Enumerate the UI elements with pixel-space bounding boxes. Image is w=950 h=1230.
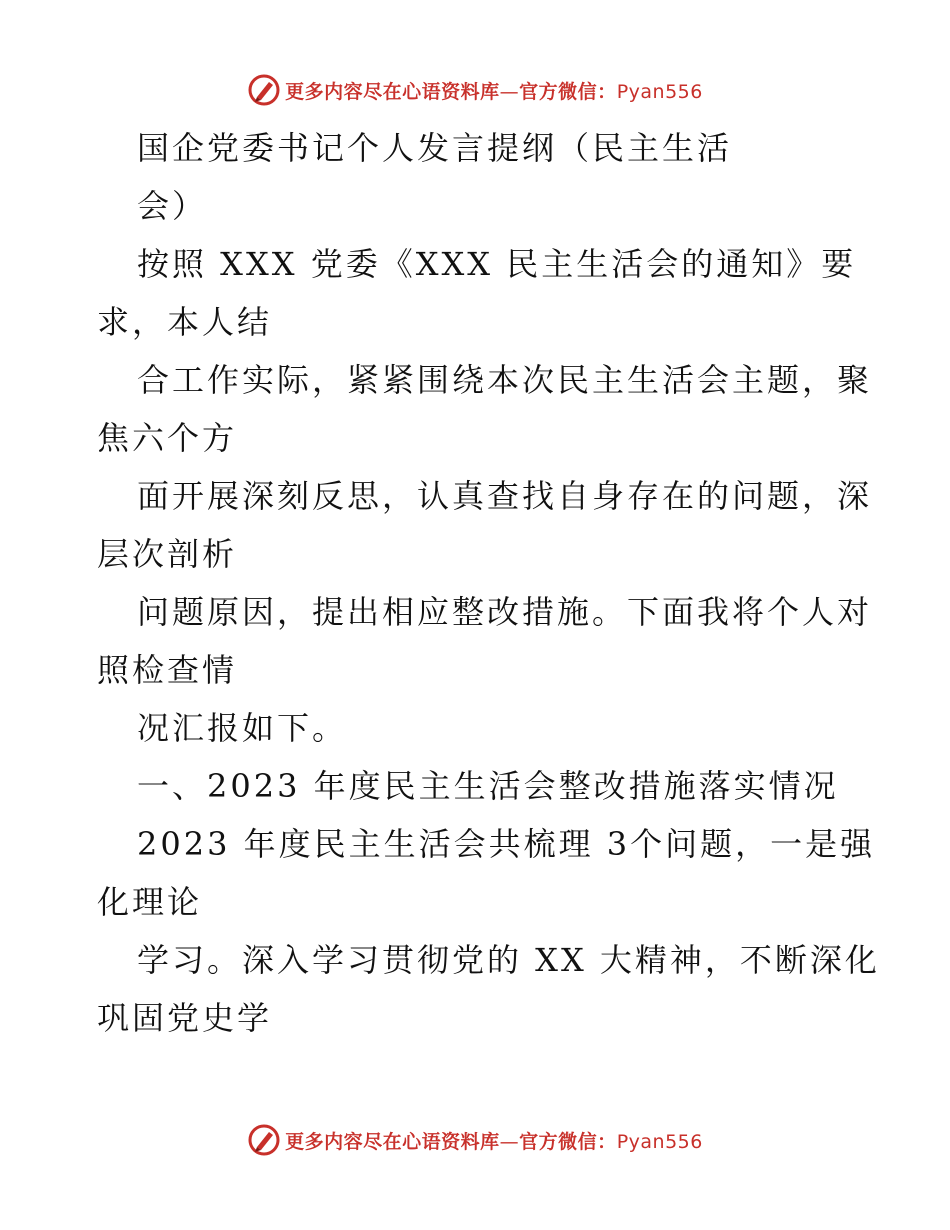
paragraph-line: 焦六个方 <box>97 419 238 457</box>
section-heading: 一、2023 年度民主生活会整改措施落实情况 <box>137 767 839 805</box>
header-watermark <box>0 70 950 110</box>
paragraph-line: 层次剖析 <box>97 535 238 573</box>
paragraph-line: 化理论 <box>97 883 203 921</box>
footer-watermark <box>0 1120 950 1160</box>
paragraph-line: 求，本人结 <box>97 303 273 341</box>
pen-logo-icon <box>247 73 281 107</box>
pen-logo-icon <box>247 1123 281 1157</box>
doc-title-line-1: 国企党委书记个人发言提纲（民主生活 <box>137 129 733 167</box>
paragraph-line: 况汇报如下。 <box>137 709 348 747</box>
paragraph-line: 问题原因，提出相应整改措施。下面我将个人对 <box>137 593 873 631</box>
paragraph-line: 按照 XXX 党委《XXX 民主生活会的通知》要 <box>137 245 857 283</box>
paragraph-line: 学习。深入学习贯彻党的 XX 大精神，不断深化 <box>137 941 880 979</box>
paragraph-line: 面开展深刻反思，认真查找自身存在的问题，深 <box>137 477 873 515</box>
doc-title-line-2: 会） <box>137 187 208 225</box>
paragraph-line: 照检查情 <box>97 651 238 689</box>
paragraph-line: 巩固党史学 <box>97 999 273 1037</box>
watermark-text: 更多内容尽在心语资料库—官方微信：Pyan556 <box>285 80 703 103</box>
paragraph-line: 合工作实际，紧紧围绕本次民主生活会主题，聚 <box>137 361 873 399</box>
paragraph-line: 2023 年度民主生活会共梳理 3个问题，一是强 <box>137 825 876 863</box>
watermark-text: 更多内容尽在心语资料库—官方微信：Pyan556 <box>285 1130 703 1153</box>
